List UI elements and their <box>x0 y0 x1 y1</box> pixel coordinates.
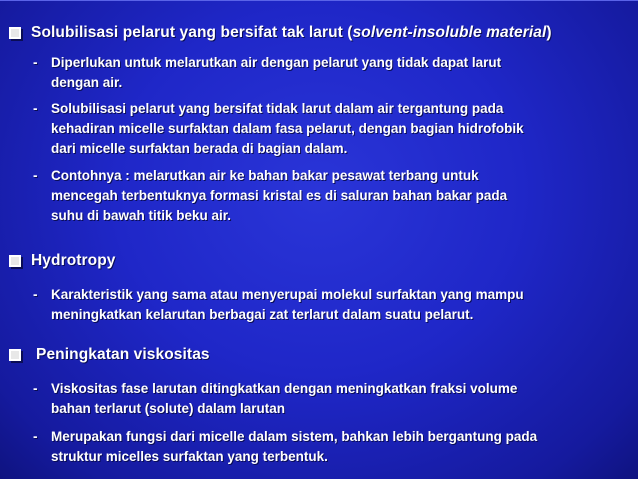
item-line: Contohnya : melarutkan air ke bahan bakar pesawat terbang untuk <box>51 168 479 183</box>
item-line: mencegah terbentuknya formasi kristal es di saluran bahan bakar pada <box>51 188 508 203</box>
section-heading-row <box>0 24 638 46</box>
section-heading <box>31 24 552 42</box>
item-line: kehadiran micelle surfaktan dalam fasa pelarut, dengan bagian hidrofobik <box>51 121 524 136</box>
item-line: bahan terlarut (solute) dalam larutan <box>51 401 286 416</box>
item-line: struktur micelles surfaktan yang terbentuk. <box>51 449 328 464</box>
dash-marker: - <box>33 168 38 183</box>
item-line: Karakteristik yang sama atau menyerupai molekul surfaktan yang mampu <box>51 287 524 302</box>
section-viskositas <box>0 346 638 368</box>
section-hydrotropy <box>0 252 638 274</box>
section-heading-row <box>0 252 638 274</box>
item-line: Solubilisasi pelarut yang bersifat tidak larut dalam air tergantung pada <box>51 101 504 116</box>
item-line: Viskositas fase larutan ditingkatkan dengan meningkatkan fraksi volume <box>51 381 518 396</box>
section-solubilisasi <box>0 24 638 46</box>
item-line: Diperlukan untuk melarutkan air dengan pelarut yang tidak dapat larut <box>51 55 502 70</box>
heading-close-text: ) <box>546 24 552 41</box>
square-bullet-icon <box>9 27 21 39</box>
heading-italic-text: solvent-insoluble material <box>352 24 547 41</box>
dash-marker: - <box>33 101 38 116</box>
section-heading: Peningkatan viskositas <box>36 346 210 363</box>
item-line: dari micelle surfaktan berada di bagian dalam. <box>51 141 348 156</box>
section-heading: Hydrotropy <box>31 252 116 269</box>
item-line: suhu di bawah titik beku air. <box>51 208 232 223</box>
dash-marker: - <box>33 55 38 70</box>
dash-marker: - <box>33 429 38 444</box>
heading-text: Solubilisasi pelarut yang bersifat tak larut ( <box>31 24 353 41</box>
dash-marker: - <box>33 287 38 302</box>
square-bullet-icon <box>9 255 21 267</box>
dash-marker: - <box>33 381 38 396</box>
item-line: meningkatkan kelarutan berbagai zat terlarut dalam suatu pelarut. <box>51 307 474 322</box>
item-line: dengan air. <box>51 75 123 90</box>
square-bullet-icon <box>9 349 21 361</box>
item-line: Merupakan fungsi dari micelle dalam sistem, bahkan lebih bergantung pada <box>51 429 538 444</box>
section-heading-row <box>0 346 638 368</box>
